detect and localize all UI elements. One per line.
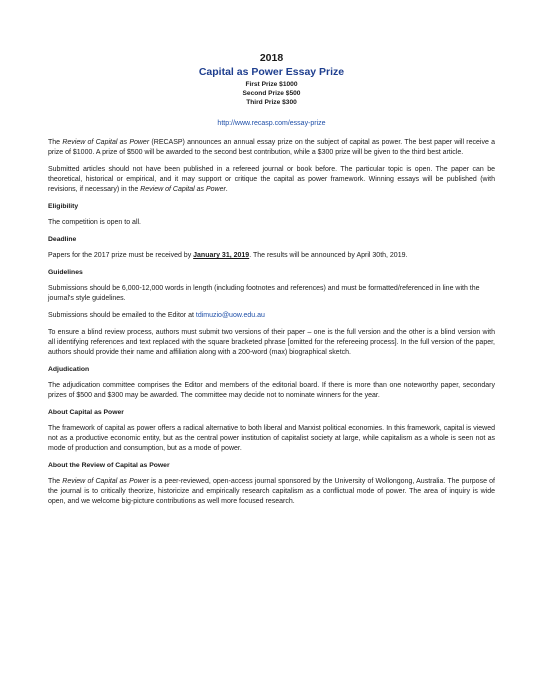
guidelines-paragraph-3: To ensure a blind review process, authors must submit two versions of their paper – one is the full version and the other is a blind version with all identifying references and text replaced with the square bracketed phrase [omitted for the refereeing process]. In the full version of the paper, authors should provide their name and affiliation along with a 200-word (max) biographical sketch. — [48, 329, 495, 356]
eligibility-heading: Eligibility — [48, 203, 79, 210]
header-block — [48, 52, 495, 107]
about-cap-text: The framework of capital as power offers a radical alternative to both liberal and Marxist political economies. In this framework, capital is viewed not as a productive economic entity, but as the central power institution of capitalist society at large, while capitalism as a whole is seen not as mode of production and consumption, but as a mode of power. — [48, 425, 495, 452]
about-review-text: The Review of Capital as Power is a peer-reviewed, open-access journal sponsored by the University of Wollongong, Australia. The purpose of the journal is to critically theorize, historicize and empirically research capitalism as a conflictual mode of power. The area of inquiry is wide open, and we welcome big-picture contributions as well more focused research. — [48, 478, 495, 505]
year-heading: 2018 — [259, 52, 284, 64]
about-cap-heading: About Capital as Power — [48, 409, 124, 416]
about-review-heading: About the Review of Capital as Power — [48, 462, 170, 469]
guidelines-paragraph-2: Submissions should be emailed to the Editor at tdimuzio@uow.edu.au — [48, 312, 265, 319]
guidelines-heading: Guidelines — [48, 269, 83, 276]
adjudication-text: The adjudication committee comprises the Editor and members of the editorial board. If there is more than one noteworthy paper, secondary prizes of $500 and $300 may be awarded. The committee may decide not to nominate winners for the year. — [48, 382, 495, 399]
intro-paragraph-2: Submitted articles should not have been published in a refereed journal or book before. The particular topic is open. The paper can be theoretical, historical or empirical, and it may support or critique the capital as power framework. Winning essays will be published (with revisions, if necessary) in the Review of Capital as Power. — [48, 166, 495, 193]
third-prize: Third Prize $300 — [246, 99, 297, 106]
first-prize: First Prize $1000 — [245, 81, 298, 88]
adjudication-heading: Adjudication — [48, 366, 90, 373]
second-prize: Second Prize $500 — [242, 90, 301, 97]
deadline-heading: Deadline — [48, 236, 77, 243]
deadline-text: Papers for the 2017 prize must be received by January 31, 2019. The results will be announced by April 30th, 2019. — [48, 252, 408, 259]
prize-title: Capital as Power Essay Prize — [198, 66, 345, 78]
prize-url-link[interactable]: http://www.recasp.com/essay-prize — [217, 120, 326, 127]
guidelines-paragraph-1: Submissions should be 6,000-12,000 words in length (including footnotes and references) and must be formatted/referenced in line with the journal's style guidelines. — [48, 285, 480, 302]
deadline-date: January 31, 2019 — [193, 252, 250, 259]
editor-email-link[interactable]: tdimuzio@uow.edu.au — [195, 312, 265, 319]
eligibility-text: The competition is open to all. — [48, 219, 141, 226]
document-page — [48, 52, 495, 507]
intro-paragraph-1: The Review of Capital as Power (RECASP) announces an annual essay prize on the subject of capital as power. The best paper will receive a prize of $1000. A prize of $500 will be awarded to the second best contribution, while a $300 prize will be given to the third best article. — [48, 139, 496, 156]
